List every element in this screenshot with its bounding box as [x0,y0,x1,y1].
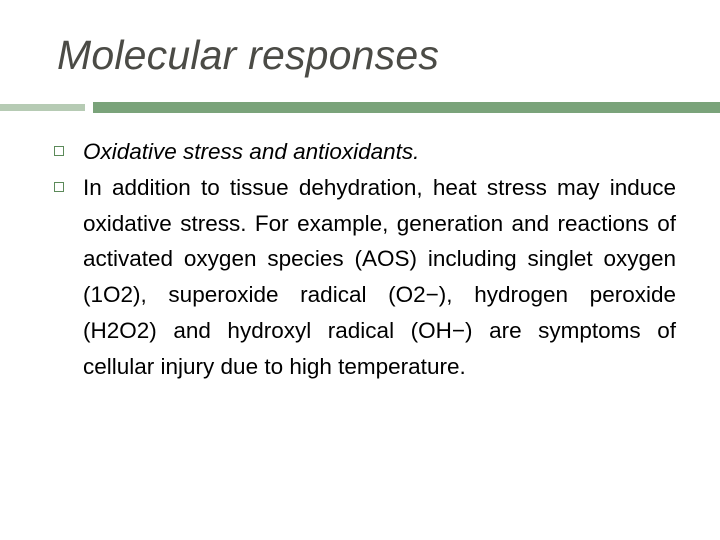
square-bullet-icon [54,146,64,156]
bullet-item [54,170,676,385]
title-divider-accent [0,104,85,111]
square-bullet-icon [54,182,64,192]
title-divider-bar [93,102,720,113]
bullet-text: In addition to tissue dehydration, heat stress may induce oxidative stress. For example, generation and reactions of activated oxygen species (AOS) including singlet oxygen (1O2), superoxide radical (O2−), hydrogen peroxide (H2O2) and hydroxyl radical (OH−) are symptoms of cellular injury due to high temperature. [83,174,676,379]
bullet-item [54,134,676,170]
bullet-text: Oxidative stress and antioxidants. [83,139,420,164]
bullet-list [54,134,676,385]
slide-title: Molecular responses [57,32,440,78]
